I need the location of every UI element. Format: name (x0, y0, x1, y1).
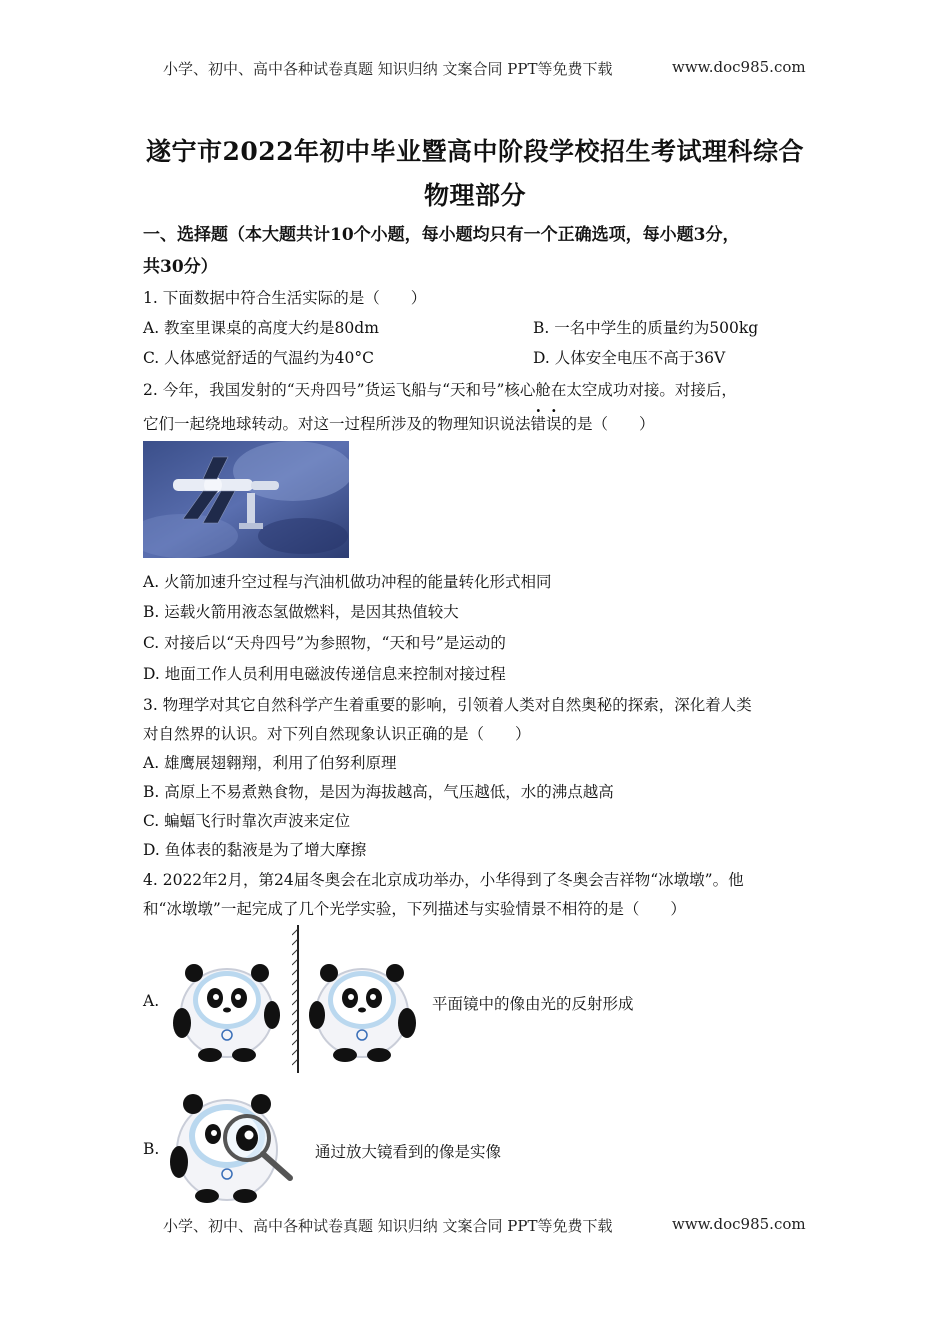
q3-stem: 3. 物理学对其它自然科学产生着重要的影响，引领着人类对自然奥秘的探索，深化着人类 (143, 696, 752, 714)
q4-option-b-label: B. (143, 1140, 160, 1158)
q3-option-c: C. 蝙蝠飞行时靠次声波来定位 (143, 812, 351, 830)
q1-option-d: D. 人体安全电压不高于36V (533, 349, 726, 367)
q1-option-a: A. 教室里课桌的高度大约是80dm (143, 319, 379, 337)
q4-option-a-label: A. (143, 992, 160, 1010)
footer-text: 小学、初中、高中各种试卷真题 知识归纳 文案合同 PPT等免费下载 (163, 1217, 613, 1235)
emphasis-char: 误 (546, 415, 562, 433)
q1-option-b: B. 一名中学生的质量约为500kg (533, 319, 759, 337)
page-title: 遂宁市2022年初中毕业暨高中阶段学校招生考试理科综合 (145, 137, 805, 166)
mascot-with-magnifier (165, 1088, 310, 1206)
q2-stem-text: 的是（ ） (561, 415, 655, 433)
q4-option-b-text: 通过放大镜看到的像是实像 (315, 1143, 502, 1161)
q2-option-d: D. 地面工作人员利用电磁波传递信息来控制对接过程 (143, 665, 506, 683)
mascot-mirror-image (305, 955, 420, 1063)
q4-stem-cont: 和“冰墩墩”一起完成了几个光学实验，下列描述与实验情景不相符的是（ ） (143, 900, 686, 918)
q2-stem: 2. 今年，我国发射的“天舟四号”货运飞船与“天和号”核心舱在太空成功对接。对接后， (143, 381, 737, 399)
section-heading: 一、选择题（本大题共计10个小题，每小题均只有一个正确选项，每小题3分， (143, 225, 740, 245)
q2-stem-cont (143, 412, 655, 434)
q2-option-c: C. 对接后以“天舟四号”为参照物，“天和号”是运动的 (143, 634, 506, 652)
q3-stem-cont: 对自然界的认识。对下列自然现象认识正确的是（ ） (143, 725, 531, 743)
space-station-photo (143, 441, 349, 558)
q4-option-a-text: 平面镜中的像由光的反射形成 (432, 995, 634, 1013)
q3-option-a: A. 雄鹰展翅翱翔，利用了伯努利原理 (143, 754, 397, 772)
q1-option-c: C. 人体感觉舒适的气温约为40°C (143, 349, 374, 367)
footer-link[interactable]: www.doc985.com (672, 1215, 806, 1233)
header-text: 小学、初中、高中各种试卷真题 知识归纳 文案合同 PPT等免费下载 (163, 60, 613, 78)
q3-option-d: D. 鱼体表的黏液是为了增大摩擦 (143, 841, 367, 859)
mascot-illustration (170, 955, 285, 1063)
section-heading-cont: 共30分） (143, 257, 218, 277)
q1-stem: 1. 下面数据中符合生活实际的是（ ） (143, 289, 427, 307)
q2-stem-text: 它们一起绕地球转动。对这一过程所涉及的物理知识说法 (143, 415, 531, 433)
emphasis-char: 错 (530, 415, 547, 433)
q2-option-a: A. 火箭加速升空过程与汽油机做功冲程的能量转化形式相同 (143, 573, 552, 591)
page-subtitle: 物理部分 (423, 181, 526, 210)
q3-option-b: B. 高原上不易煮熟食物，是因为海拔越高，气压越低，水的沸点越高 (143, 783, 614, 801)
q2-option-b: B. 运载火箭用液态氢做燃料，是因其热值较大 (143, 603, 459, 621)
q4-stem: 4. 2022年2月，第24届冬奥会在北京成功举办，小华得到了冬奥会吉祥物“冰墩墩”。他 (143, 871, 744, 889)
plane-mirror (292, 925, 304, 1073)
header-link[interactable]: www.doc985.com (672, 58, 806, 76)
